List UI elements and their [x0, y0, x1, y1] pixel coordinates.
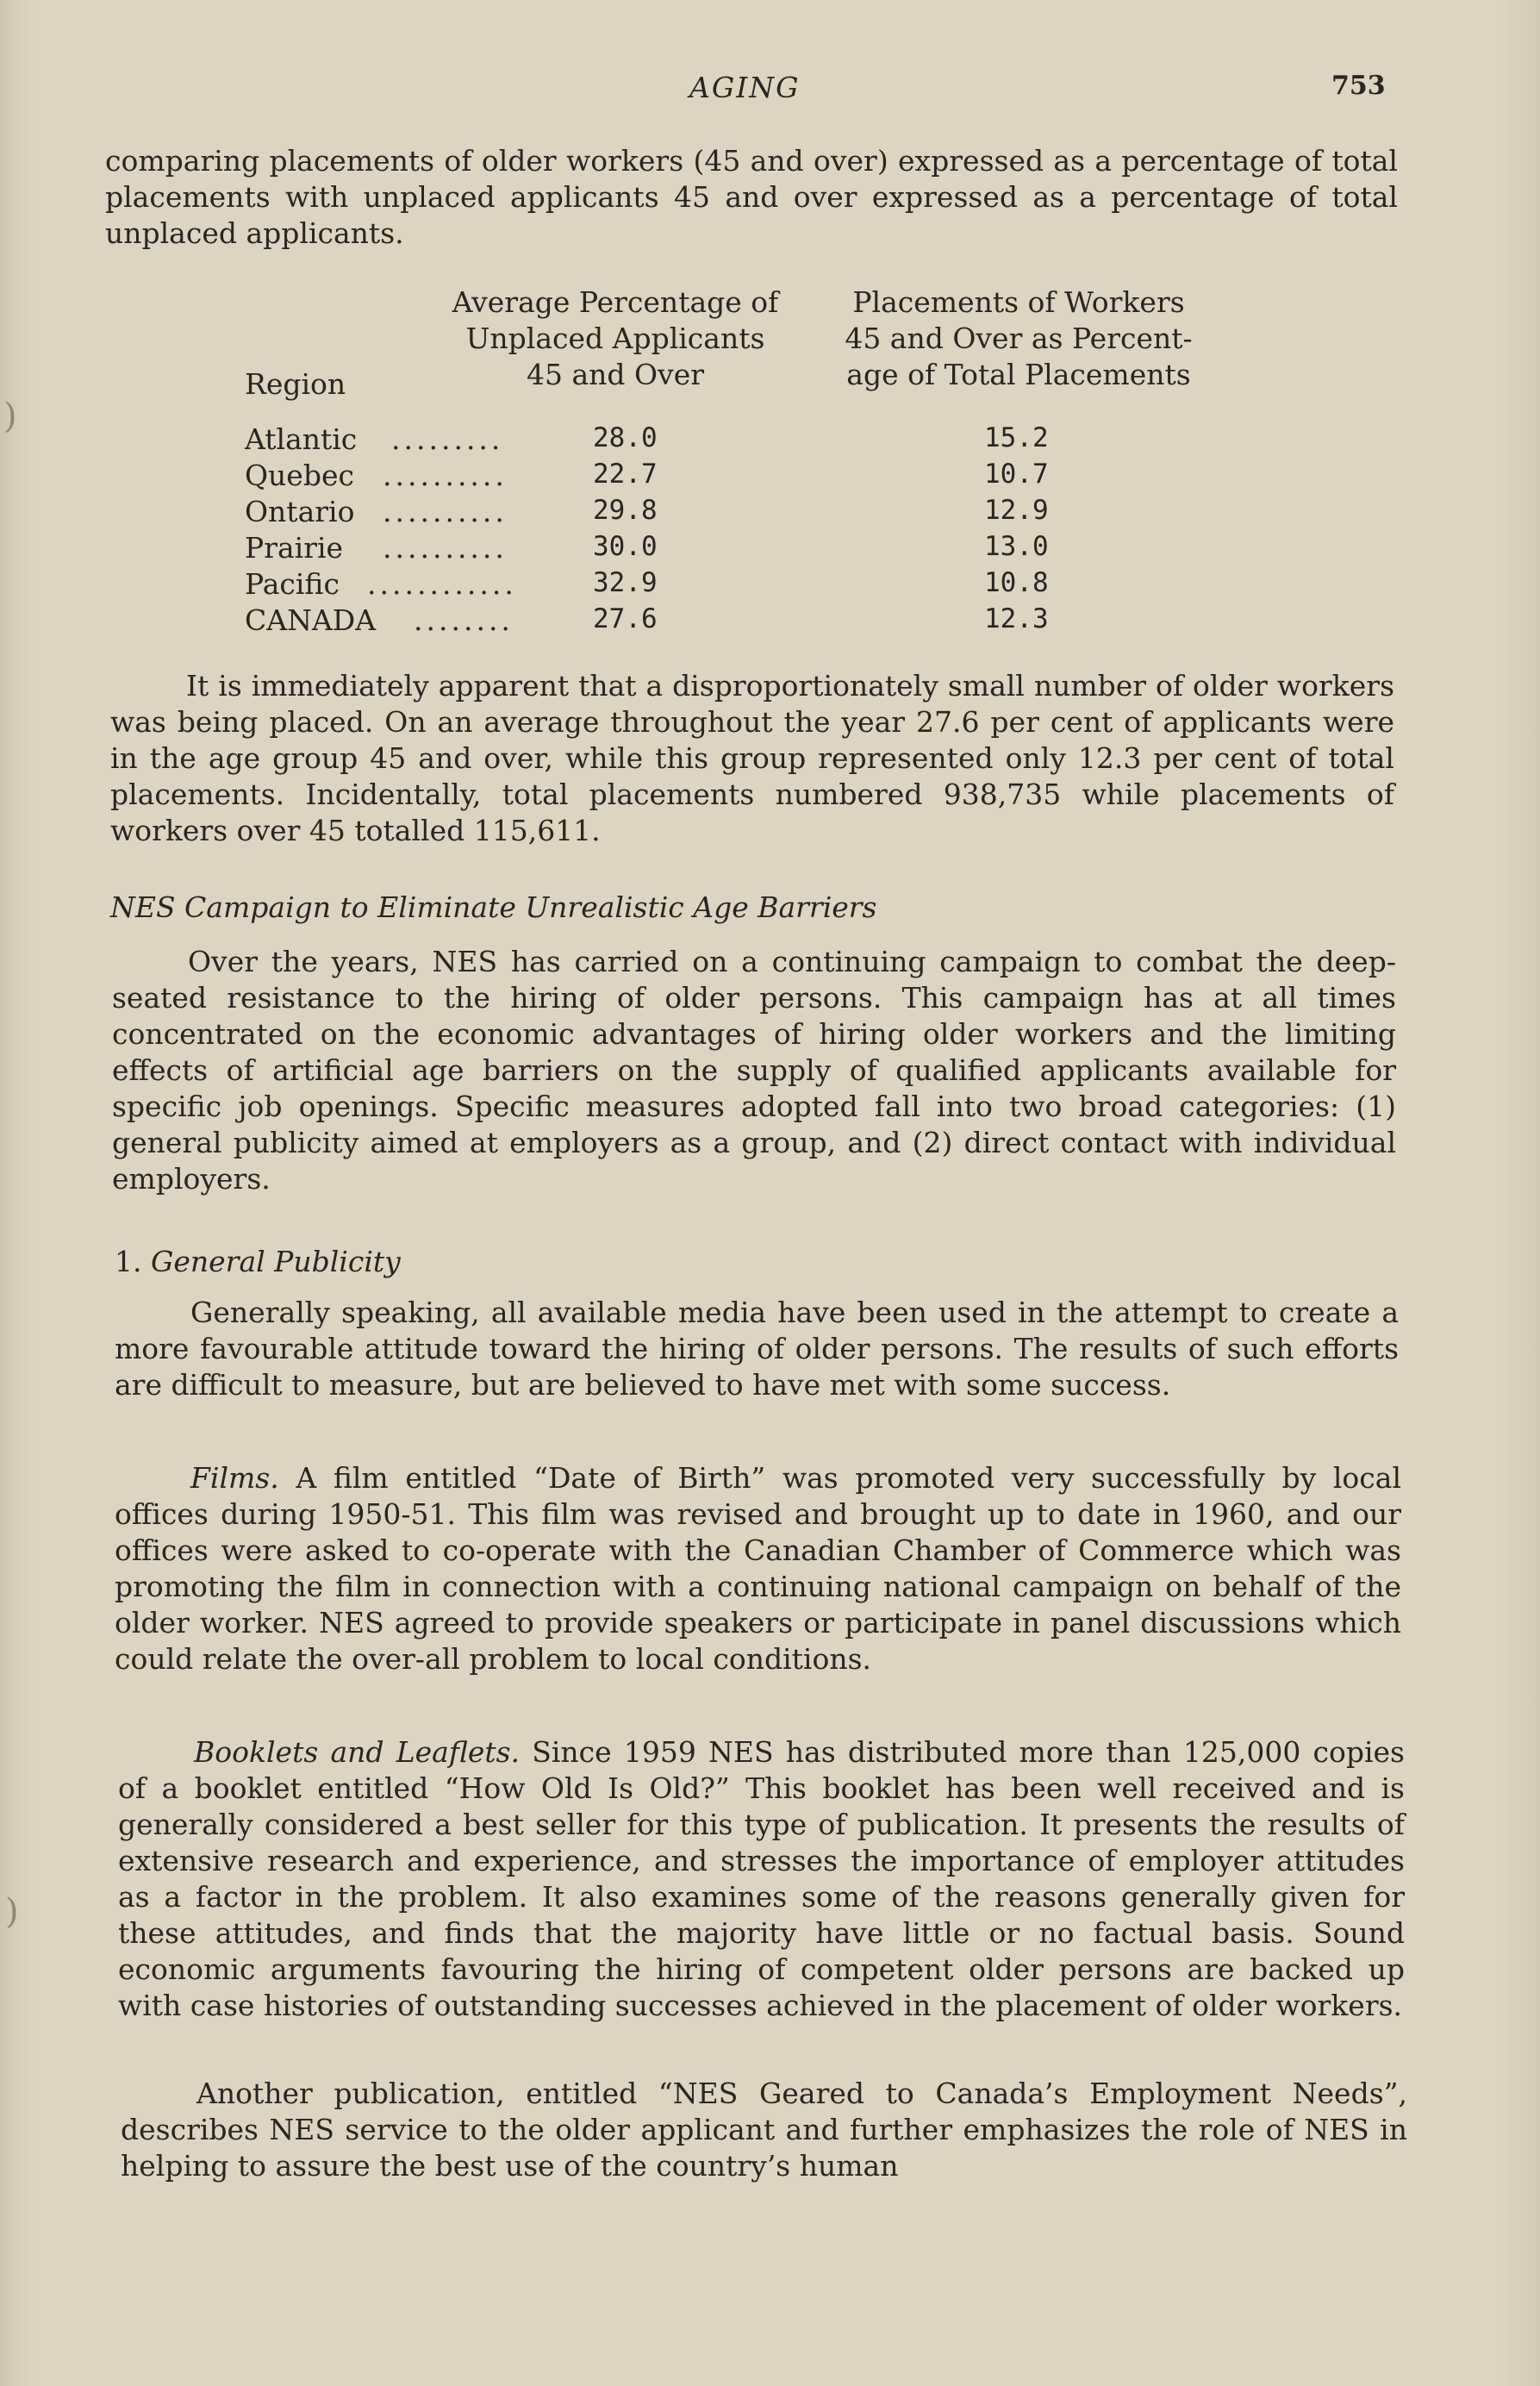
leader-dots: .......... [383, 495, 508, 528]
running-head [0, 71, 1540, 114]
publicity-heading-title: General Publicity [151, 1245, 401, 1278]
publicity-heading-number: 1. [115, 1245, 142, 1278]
col2-header [820, 284, 1217, 393]
booklets-paragraph [118, 1734, 1405, 2024]
placements-value: 10.8 [984, 567, 1049, 598]
table-row [245, 495, 1236, 531]
booklets-text: Since 1959 NES has distributed more than 125,000 copies of a booklet entitled “How Old Is Old?” This booklet has been well received and is generally considered a best seller for this type of publication. It presents the results of extensive research and experience, and stresses the importance of employer attitudes as a factor in the problem. It also examines some of the reasons generally given for these attitudes, and finds that the majority have little or no factual basis. Sound economic arguments favouring the hiring of competent older persons are backed up with case histories of outstanding successes achieved in the placement of older workers. [118, 1735, 1405, 2022]
placements-value: 10.7 [984, 459, 1049, 490]
campaign-paragraph: Over the years, NES has carried on a continuing campaign to combat the deep-seated resistance to the hiring of older persons. This campaign has at all times concentrated on the economic advantages of hiring older workers and the limiting effects of artificial age barriers on the supply of qualified applicants available for specific job openings. Specific measures adopted fall into two broad categories: (1) general publicity aimed at employers as a group, and (2) direct contact with individual employers. [112, 945, 1396, 1196]
region-name: CANADA [245, 603, 377, 637]
table-row [245, 531, 1236, 567]
table-row [245, 459, 1236, 495]
region-name: Quebec [245, 459, 354, 492]
col2-header-line: age of Total Placements [846, 358, 1191, 391]
unplaced-value: 22.7 [593, 459, 658, 490]
placement-table [245, 284, 1236, 646]
booklets-label: Booklets and Leaflets. [194, 1735, 521, 1769]
col1-header [426, 284, 805, 393]
page-number: 753 [1331, 71, 1386, 101]
page-smudge: ) [3, 397, 17, 436]
leader-dots: ......... [391, 422, 504, 456]
placements-value: 13.0 [984, 531, 1049, 562]
col2-header-line: 45 and Over as Percent- [845, 322, 1193, 355]
leader-dots: ........ [414, 603, 514, 637]
region-name: Pacific [245, 567, 340, 601]
unplaced-value: 28.0 [593, 422, 658, 453]
unplaced-value: 27.6 [593, 603, 658, 634]
films-text: A film entitled “Date of Birth” was promoted very successfully by local offices during 1950-51. This film was revised and brought up to date in 1960, and our offices were asked to co-operate with the Canadian Chamber of Commerce which was promoting the film in connection with a continuing national campaign on behalf of the older worker. NES agreed to provide speakers or participate in panel discussions which could relate the over-all problem to local conditions. [115, 1461, 1401, 1676]
placements-value: 15.2 [984, 422, 1049, 453]
placements-value: 12.3 [984, 603, 1049, 634]
region-name: Ontario [245, 495, 355, 528]
col1-header-line: 45 and Over [526, 358, 705, 391]
unplaced-value: 30.0 [593, 531, 658, 562]
col1-header-line: Unplaced Applicants [465, 322, 765, 355]
campaign-heading: NES Campaign to Eliminate Unrealistic Age Barriers [110, 890, 877, 924]
publicity-heading [115, 1245, 401, 1278]
table-row [245, 422, 1236, 459]
apparent-paragraph: It is immediately apparent that a disproportionately small number of older workers was being placed. On an average throughout the year 27.6 per cent of applicants were in the age group 45 and over, while this group represented only 12.3 per cent of total placements. Incidentally, total placements numbered 938,735 while placements of workers over 45 totalled 115,611. [110, 669, 1394, 847]
page-smudge: ) [5, 1892, 19, 1932]
leader-dots: ............ [367, 567, 517, 601]
table-row [245, 567, 1236, 603]
running-title: AGING [689, 71, 801, 104]
another-paragraph: Another publication, entitled “NES Geared to Canada’s Employment Needs”, describes NES service to the older applicant and further emphasizes the role of NES in helping to assure the best use of the country’s human [121, 2077, 1407, 2183]
col2-header-line: Placements of Workers [852, 285, 1185, 319]
region-name: Atlantic [245, 422, 358, 456]
publicity-paragraph: Generally speaking, all available media have been used in the attempt to create a more favourable attitude toward the hiring of older persons. The results of such efforts are difficult to measure, but are believed to have met with some success. [115, 1296, 1399, 1402]
col1-header-line: Average Percentage of [452, 285, 779, 319]
leader-dots: .......... [383, 459, 508, 492]
films-paragraph [115, 1460, 1401, 1677]
unplaced-value: 29.8 [593, 495, 658, 526]
region-header: Region [245, 367, 346, 401]
leader-dots: .......... [383, 531, 508, 565]
table-row [245, 603, 1236, 640]
placements-value: 12.9 [984, 495, 1049, 526]
films-label: Films. [190, 1461, 279, 1495]
unplaced-value: 32.9 [593, 567, 658, 598]
region-name: Prairie [245, 531, 344, 565]
intro-paragraph: comparing placements of older workers (45 and over) expressed as a percentage of total placements with unplaced applicants 45 and over expressed as a percentage of total unplaced applicants. [105, 144, 1398, 250]
